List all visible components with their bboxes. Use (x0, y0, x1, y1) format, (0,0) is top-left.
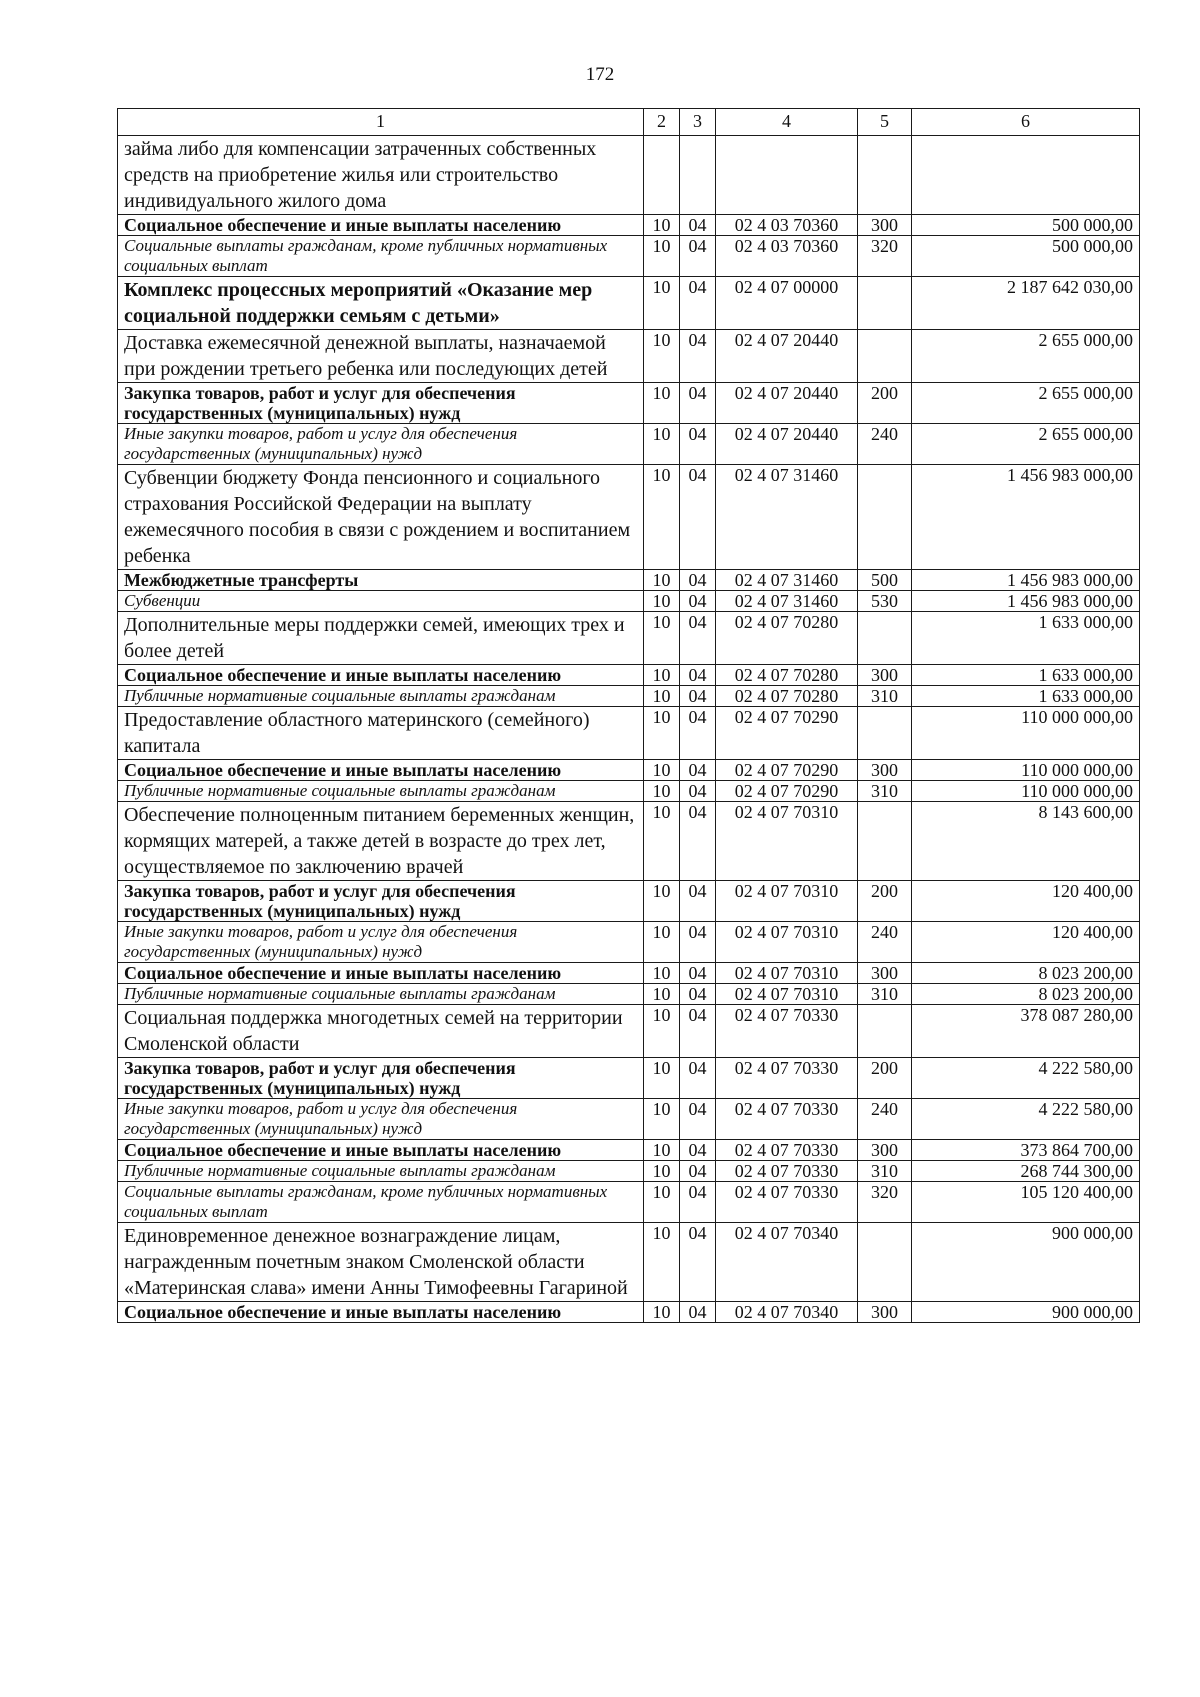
table-row (118, 802, 1140, 881)
expense-type-code (858, 802, 912, 881)
column-header-6: 6 (912, 109, 1140, 136)
amount: 373 864 700,00 (912, 1140, 1140, 1161)
table-row (118, 922, 1140, 963)
subsection-code: 04 (680, 1302, 716, 1323)
subsection-code: 04 (680, 215, 716, 236)
section-code: 10 (644, 963, 680, 984)
section-code: 10 (644, 1302, 680, 1323)
target-article-code (716, 136, 858, 215)
table-row (118, 686, 1140, 707)
amount: 2 655 000,00 (912, 330, 1140, 383)
table-row (118, 424, 1140, 465)
subsection-code: 04 (680, 1005, 716, 1058)
amount: 1 456 983 000,00 (912, 465, 1140, 570)
section-code: 10 (644, 330, 680, 383)
subsection-code: 04 (680, 383, 716, 424)
expense-type-code: 500 (858, 570, 912, 591)
expense-type-code: 300 (858, 963, 912, 984)
table-row (118, 707, 1140, 760)
section-code: 10 (644, 1005, 680, 1058)
amount: 900 000,00 (912, 1223, 1140, 1302)
amount: 8 023 200,00 (912, 984, 1140, 1005)
table-row (118, 1058, 1140, 1099)
expense-type-code: 200 (858, 1058, 912, 1099)
section-code: 10 (644, 1161, 680, 1182)
target-article-code: 02 4 07 31460 (716, 465, 858, 570)
table-row (118, 881, 1140, 922)
section-code: 10 (644, 1099, 680, 1140)
expense-type-code (858, 330, 912, 383)
amount: 4 222 580,00 (912, 1058, 1140, 1099)
column-header-3: 3 (680, 109, 716, 136)
expense-type-code: 300 (858, 665, 912, 686)
amount: 1 456 983 000,00 (912, 570, 1140, 591)
section-code: 10 (644, 612, 680, 665)
row-name: Социальное обеспечение и иные выплаты населению (118, 963, 644, 984)
row-name: Субвенции (118, 591, 644, 612)
target-article-code: 02 4 07 70310 (716, 922, 858, 963)
amount: 2 187 642 030,00 (912, 277, 1140, 330)
row-name: Иные закупки товаров, работ и услуг для обеспечения государственных (муниципальных) нужд (118, 922, 644, 963)
target-article-code: 02 4 07 31460 (716, 570, 858, 591)
amount: 2 655 000,00 (912, 424, 1140, 465)
expense-type-code: 310 (858, 1161, 912, 1182)
target-article-code: 02 4 07 70310 (716, 984, 858, 1005)
expense-type-code (858, 277, 912, 330)
amount: 1 633 000,00 (912, 612, 1140, 665)
amount: 110 000 000,00 (912, 781, 1140, 802)
section-code: 10 (644, 922, 680, 963)
row-name: Социальное обеспечение и иные выплаты населению (118, 1302, 644, 1323)
row-name: Социальные выплаты гражданам, кроме публичных нормативных социальных выплат (118, 236, 644, 277)
section-code: 10 (644, 760, 680, 781)
target-article-code: 02 4 07 70280 (716, 686, 858, 707)
expense-type-code: 310 (858, 984, 912, 1005)
column-header-1: 1 (118, 109, 644, 136)
target-article-code: 02 4 03 70360 (716, 236, 858, 277)
target-article-code: 02 4 07 70330 (716, 1161, 858, 1182)
row-name: Закупка товаров, работ и услуг для обеспечения государственных (муниципальных) нужд (118, 881, 644, 922)
row-name: Доставка ежемесячной денежной выплаты, назначаемой при рождении третьего ребенка или последующих детей (118, 330, 644, 383)
expense-type-code: 300 (858, 1302, 912, 1323)
amount: 4 222 580,00 (912, 1099, 1140, 1140)
section-code: 10 (644, 424, 680, 465)
row-name: займа либо для компенсации затраченных собственных средств на приобретение жилья или строительство индивидуального жилого дома (118, 136, 644, 215)
section-code: 10 (644, 570, 680, 591)
column-header-2: 2 (644, 109, 680, 136)
subsection-code: 04 (680, 465, 716, 570)
subsection-code: 04 (680, 570, 716, 591)
table-row (118, 612, 1140, 665)
row-name: Закупка товаров, работ и услуг для обеспечения государственных (муниципальных) нужд (118, 1058, 644, 1099)
table-row (118, 1223, 1140, 1302)
row-name: Закупка товаров, работ и услуг для обеспечения государственных (муниципальных) нужд (118, 383, 644, 424)
subsection-code: 04 (680, 781, 716, 802)
section-code: 10 (644, 1058, 680, 1099)
budget-table (117, 108, 1140, 1323)
section-code: 10 (644, 707, 680, 760)
target-article-code: 02 4 07 70280 (716, 665, 858, 686)
expense-type-code: 300 (858, 215, 912, 236)
target-article-code: 02 4 07 70330 (716, 1182, 858, 1223)
table-row (118, 465, 1140, 570)
section-code: 10 (644, 1182, 680, 1223)
target-article-code: 02 4 07 20440 (716, 383, 858, 424)
amount: 110 000 000,00 (912, 760, 1140, 781)
subsection-code: 04 (680, 963, 716, 984)
table-row (118, 1182, 1140, 1223)
amount: 105 120 400,00 (912, 1182, 1140, 1223)
amount: 500 000,00 (912, 215, 1140, 236)
table-row (118, 760, 1140, 781)
section-code: 10 (644, 383, 680, 424)
section-code: 10 (644, 686, 680, 707)
row-name: Обеспечение полноценным питанием беременных женщин, кормящих матерей, а также детей в возрасте до трех лет, осуществляемое по заключению врачей (118, 802, 644, 881)
subsection-code: 04 (680, 1140, 716, 1161)
column-header-4: 4 (716, 109, 858, 136)
section-code: 10 (644, 591, 680, 612)
subsection-code: 04 (680, 922, 716, 963)
table-row (118, 781, 1140, 802)
subsection-code: 04 (680, 665, 716, 686)
column-header-5: 5 (858, 109, 912, 136)
table-row (118, 665, 1140, 686)
amount: 500 000,00 (912, 236, 1140, 277)
row-name: Публичные нормативные социальные выплаты гражданам (118, 781, 644, 802)
target-article-code: 02 4 07 70340 (716, 1223, 858, 1302)
subsection-code: 04 (680, 330, 716, 383)
expense-type-code: 240 (858, 1099, 912, 1140)
row-name: Дополнительные меры поддержки семей, имеющих трех и более детей (118, 612, 644, 665)
expense-type-code: 300 (858, 1140, 912, 1161)
subsection-code: 04 (680, 1099, 716, 1140)
subsection-code: 04 (680, 612, 716, 665)
row-name: Предоставление областного материнского (семейного) капитала (118, 707, 644, 760)
row-name: Публичные нормативные социальные выплаты гражданам (118, 686, 644, 707)
subsection-code: 04 (680, 802, 716, 881)
section-code: 10 (644, 781, 680, 802)
target-article-code: 02 4 07 20440 (716, 330, 858, 383)
amount: 8 023 200,00 (912, 963, 1140, 984)
subsection-code: 04 (680, 424, 716, 465)
expense-type-code: 200 (858, 881, 912, 922)
row-name: Единовременное денежное вознаграждение лицам, награжденным почетным знаком Смоленской области «Материнская слава» имени Анны Тимофеевны Гагариной (118, 1223, 644, 1302)
table-body (118, 136, 1140, 1323)
expense-type-code (858, 707, 912, 760)
amount: 120 400,00 (912, 881, 1140, 922)
row-name: Субвенции бюджету Фонда пенсионного и социального страхования Российской Федерации на выплату ежемесячного пособия в связи с рождением и воспитанием ребенка (118, 465, 644, 570)
row-name: Межбюджетные трансферты (118, 570, 644, 591)
expense-type-code: 530 (858, 591, 912, 612)
expense-type-code: 310 (858, 781, 912, 802)
section-code: 10 (644, 215, 680, 236)
expense-type-code: 300 (858, 760, 912, 781)
target-article-code: 02 4 07 70340 (716, 1302, 858, 1323)
row-name: Социальное обеспечение и иные выплаты населению (118, 760, 644, 781)
table-row (118, 963, 1140, 984)
section-code: 10 (644, 465, 680, 570)
subsection-code (680, 136, 716, 215)
amount (912, 136, 1140, 215)
target-article-code: 02 4 07 70290 (716, 707, 858, 760)
section-code: 10 (644, 277, 680, 330)
expense-type-code: 320 (858, 1182, 912, 1223)
table-row (118, 1140, 1140, 1161)
subsection-code: 04 (680, 1223, 716, 1302)
amount: 2 655 000,00 (912, 383, 1140, 424)
amount: 900 000,00 (912, 1302, 1140, 1323)
target-article-code: 02 4 07 70290 (716, 760, 858, 781)
amount: 120 400,00 (912, 922, 1140, 963)
table-row (118, 277, 1140, 330)
target-article-code: 02 4 07 70330 (716, 1140, 858, 1161)
section-code: 10 (644, 665, 680, 686)
amount: 110 000 000,00 (912, 707, 1140, 760)
row-name: Социальная поддержка многодетных семей на территории Смоленской области (118, 1005, 644, 1058)
target-article-code: 02 4 07 70330 (716, 1005, 858, 1058)
section-code (644, 136, 680, 215)
section-code: 10 (644, 802, 680, 881)
table-row (118, 136, 1140, 215)
table-row (118, 1099, 1140, 1140)
expense-type-code: 310 (858, 686, 912, 707)
expense-type-code (858, 465, 912, 570)
target-article-code: 02 4 07 70330 (716, 1058, 858, 1099)
subsection-code: 04 (680, 591, 716, 612)
section-code: 10 (644, 984, 680, 1005)
target-article-code: 02 4 07 70310 (716, 802, 858, 881)
amount: 378 087 280,00 (912, 1005, 1140, 1058)
subsection-code: 04 (680, 277, 716, 330)
table-row (118, 330, 1140, 383)
row-name: Социальное обеспечение и иные выплаты населению (118, 665, 644, 686)
subsection-code: 04 (680, 760, 716, 781)
table-row (118, 1161, 1140, 1182)
target-article-code: 02 4 07 70290 (716, 781, 858, 802)
expense-type-code: 240 (858, 922, 912, 963)
subsection-code: 04 (680, 984, 716, 1005)
subsection-code: 04 (680, 1161, 716, 1182)
target-article-code: 02 4 07 31460 (716, 591, 858, 612)
subsection-code: 04 (680, 1182, 716, 1223)
amount: 8 143 600,00 (912, 802, 1140, 881)
row-name: Социальные выплаты гражданам, кроме публичных нормативных социальных выплат (118, 1182, 644, 1223)
section-code: 10 (644, 881, 680, 922)
subsection-code: 04 (680, 707, 716, 760)
row-name: Социальное обеспечение и иные выплаты населению (118, 1140, 644, 1161)
expense-type-code: 200 (858, 383, 912, 424)
row-name: Иные закупки товаров, работ и услуг для обеспечения государственных (муниципальных) нужд (118, 1099, 644, 1140)
target-article-code: 02 4 07 70310 (716, 881, 858, 922)
subsection-code: 04 (680, 1058, 716, 1099)
table-row (118, 984, 1140, 1005)
page-number: 172 (585, 64, 615, 85)
target-article-code: 02 4 03 70360 (716, 215, 858, 236)
target-article-code: 02 4 07 70330 (716, 1099, 858, 1140)
subsection-code: 04 (680, 686, 716, 707)
amount: 1 633 000,00 (912, 665, 1140, 686)
amount: 1 456 983 000,00 (912, 591, 1140, 612)
expense-type-code (858, 136, 912, 215)
table-header-row (118, 109, 1140, 136)
table-row (118, 1005, 1140, 1058)
expense-type-code: 320 (858, 236, 912, 277)
amount: 1 633 000,00 (912, 686, 1140, 707)
table-row (118, 591, 1140, 612)
amount: 268 744 300,00 (912, 1161, 1140, 1182)
target-article-code: 02 4 07 20440 (716, 424, 858, 465)
table-row (118, 570, 1140, 591)
table-row (118, 383, 1140, 424)
section-code: 10 (644, 1140, 680, 1161)
target-article-code: 02 4 07 70310 (716, 963, 858, 984)
table-row (118, 1302, 1140, 1323)
row-name: Публичные нормативные социальные выплаты гражданам (118, 984, 644, 1005)
expense-type-code: 240 (858, 424, 912, 465)
subsection-code: 04 (680, 236, 716, 277)
expense-type-code (858, 1223, 912, 1302)
target-article-code: 02 4 07 70280 (716, 612, 858, 665)
row-name: Социальное обеспечение и иные выплаты населению (118, 215, 644, 236)
section-code: 10 (644, 236, 680, 277)
section-code: 10 (644, 1223, 680, 1302)
row-name: Публичные нормативные социальные выплаты гражданам (118, 1161, 644, 1182)
table-row (118, 215, 1140, 236)
row-name: Комплекс процессных мероприятий «Оказание мер социальной поддержки семьям с детьми» (118, 277, 644, 330)
expense-type-code (858, 612, 912, 665)
subsection-code: 04 (680, 881, 716, 922)
table-row (118, 236, 1140, 277)
expense-type-code (858, 1005, 912, 1058)
row-name: Иные закупки товаров, работ и услуг для обеспечения государственных (муниципальных) нужд (118, 424, 644, 465)
target-article-code: 02 4 07 00000 (716, 277, 858, 330)
